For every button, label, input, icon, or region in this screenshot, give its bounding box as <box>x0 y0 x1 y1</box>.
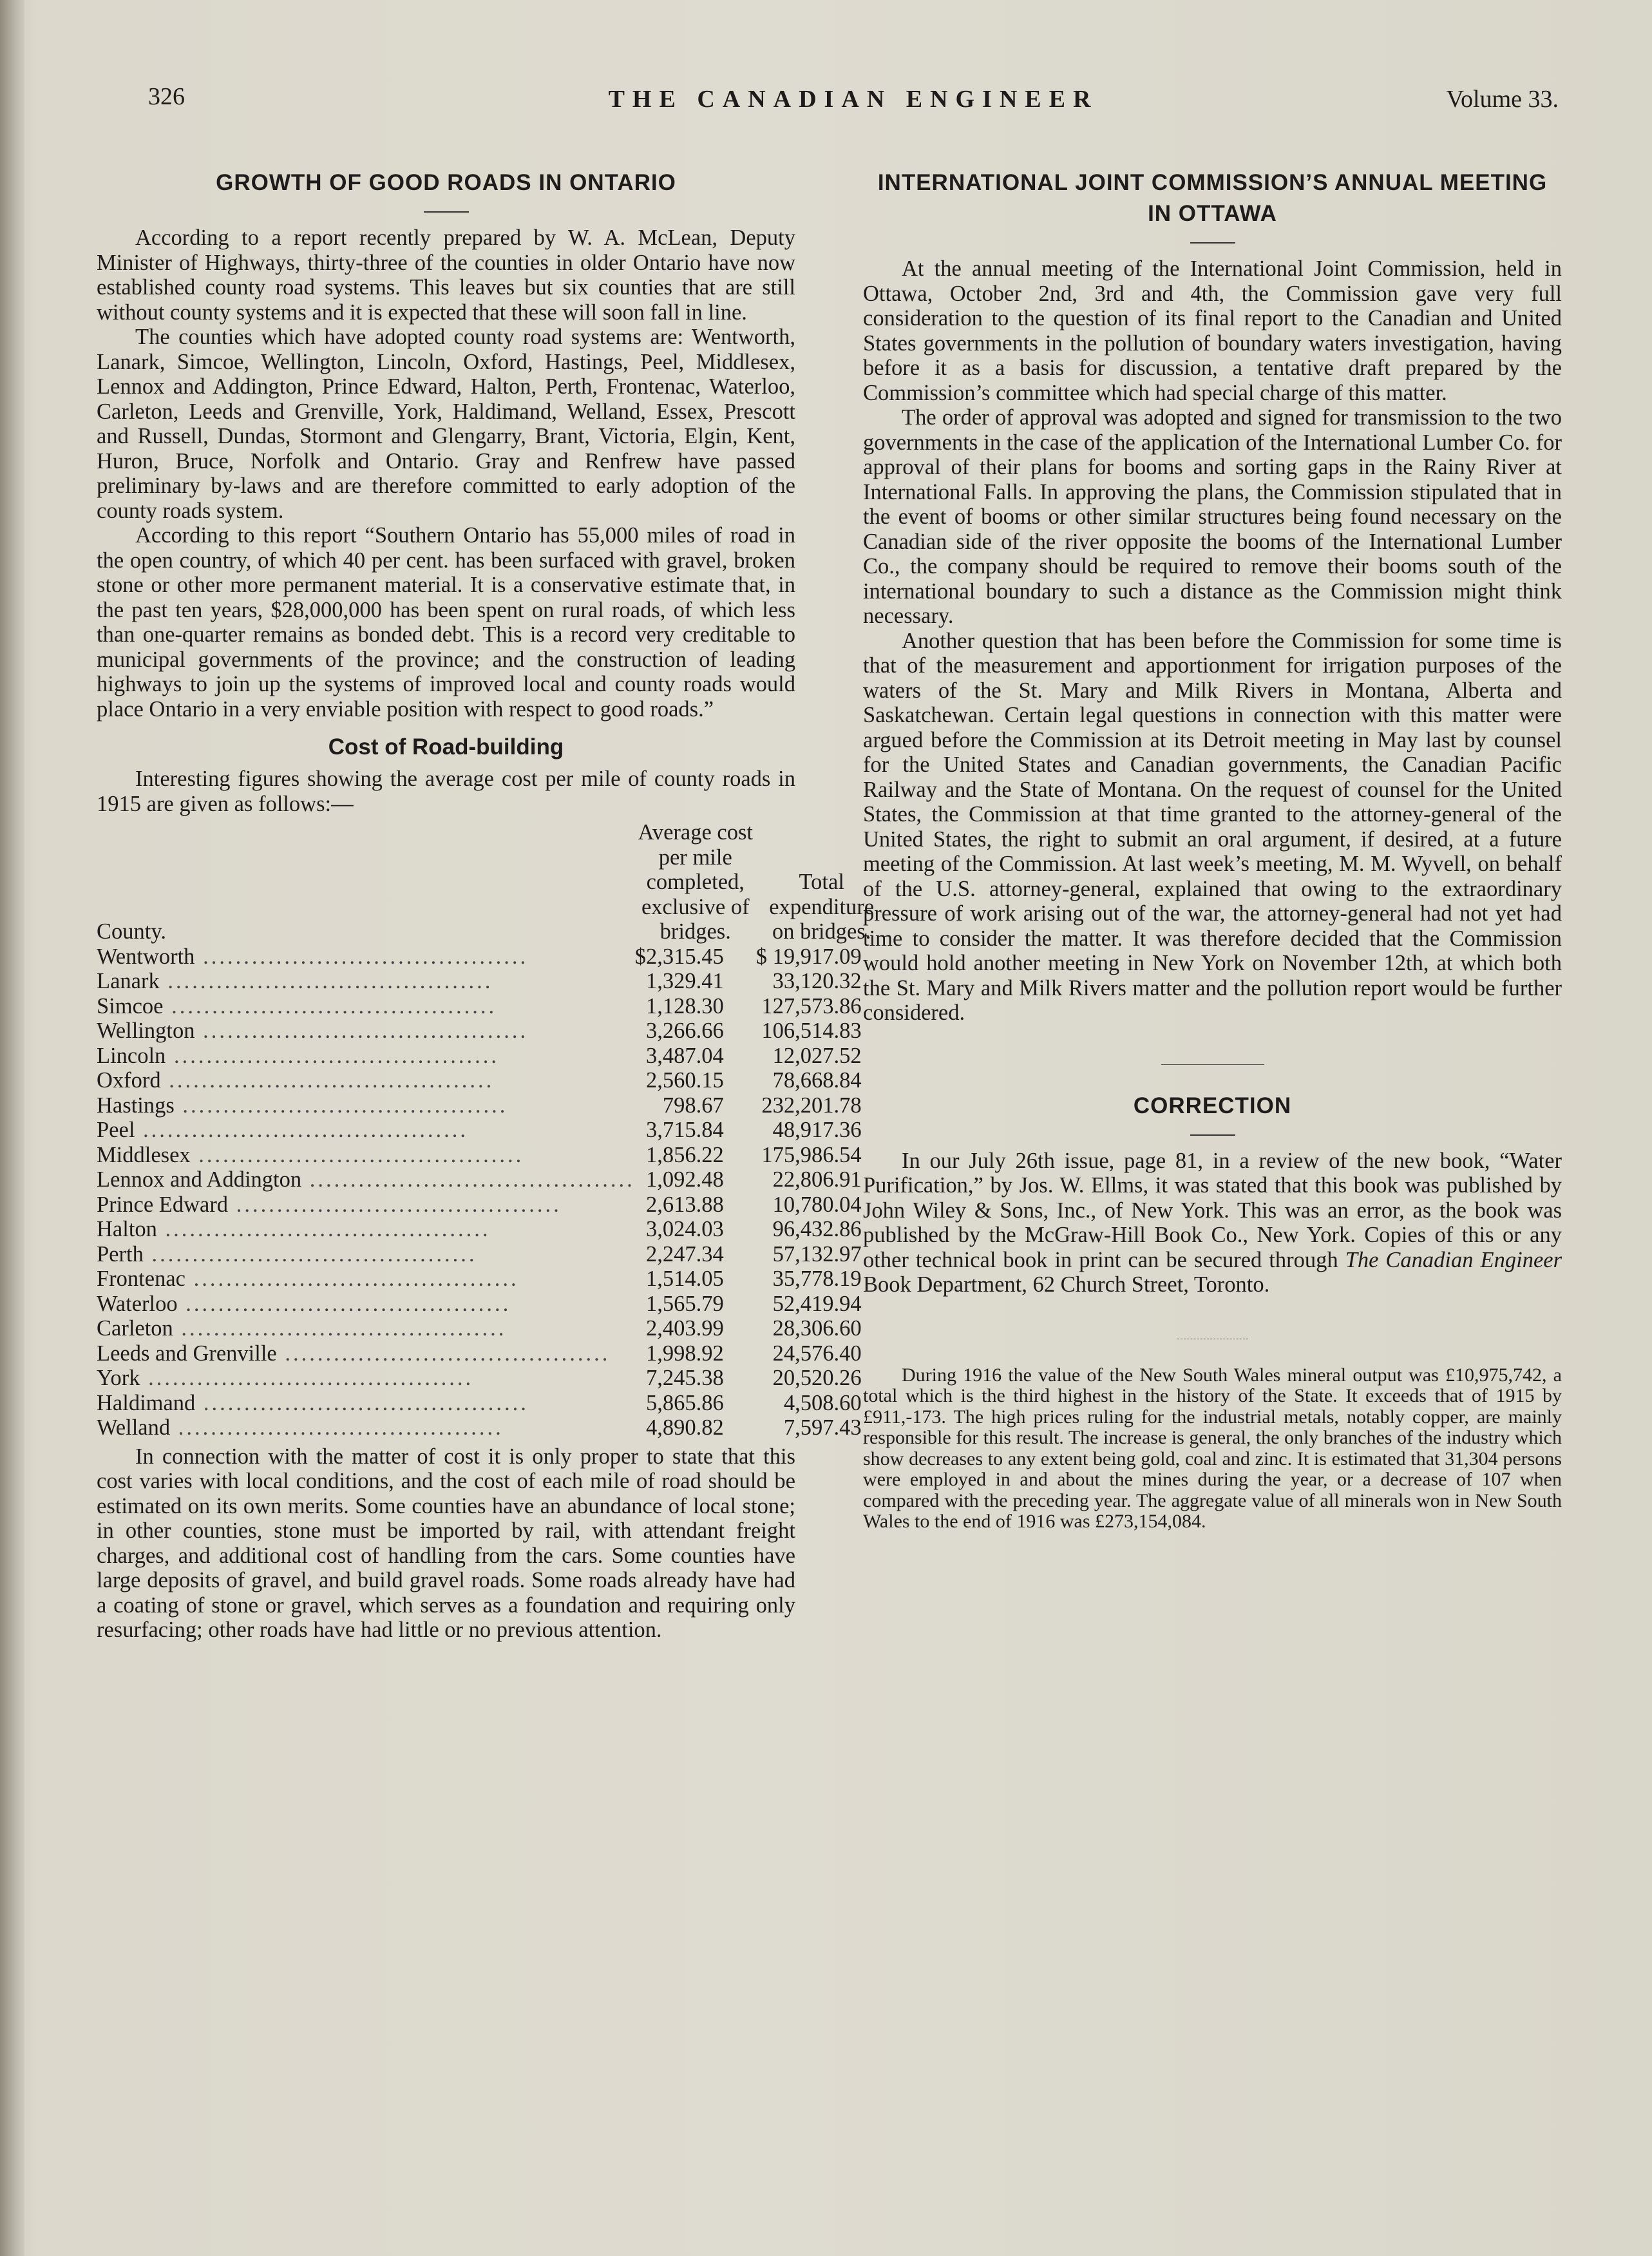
average-cost-cell: 3,487.04 <box>646 1043 724 1068</box>
average-cost-cell: 5,865.86 <box>646 1390 724 1415</box>
average-cost-cell: 2,560.15 <box>646 1068 724 1093</box>
bridge-expenditure-cell: 33,120.32 <box>772 969 862 993</box>
table-row <box>97 1267 888 1292</box>
average-cost-cell: 3,266.66 <box>646 1018 724 1043</box>
page-header <box>148 82 1559 121</box>
bridge-expenditure-cell: 12,027.52 <box>772 1043 862 1068</box>
table-row <box>97 944 888 970</box>
page-number: 326 <box>148 83 185 110</box>
title-rule <box>1190 242 1235 244</box>
table-row <box>97 1415 888 1440</box>
news-brief <box>863 1365 1562 1533</box>
column-header-bridges: Total expenditure on bridges. <box>769 870 875 944</box>
county-label: Welland <box>97 1415 171 1440</box>
table-row <box>97 1143 888 1168</box>
table-row <box>97 1044 888 1069</box>
bridge-expenditure-cell: 10,780.04 <box>772 1192 862 1217</box>
leader-dots: ........................................ <box>170 1415 504 1440</box>
county-name <box>97 1167 635 1192</box>
leader-dots: ........................................ <box>195 1018 529 1043</box>
average-cost-cell: 2,613.88 <box>646 1192 724 1217</box>
leader-dots: ........................................ <box>163 993 497 1018</box>
journal-title: THE CANADIAN ENGINEER <box>608 86 1099 113</box>
county-name <box>97 1267 635 1292</box>
article-title-correction: CORRECTION <box>1133 1093 1292 1118</box>
county-label: Middlesex <box>97 1142 191 1167</box>
county-label: Lincoln <box>97 1043 166 1068</box>
county-label: Oxford <box>97 1068 161 1093</box>
county-name <box>97 1415 635 1440</box>
county-label: Lennox and Addington <box>97 1167 302 1192</box>
county-name <box>97 1143 635 1168</box>
correction-text: In our July 26th issue, page 81, in a review of the new book, “Water Purification,” by Jos. W. Ellms, it was stated that this book was published by John Wiley & Sons, Inc., of New York. This was an error, as the book was published by the McGraw-Hill Book Co., New York. Copies of this or any other technical book in print can be secured through <box>863 1148 1562 1272</box>
leader-dots: ........................................ <box>135 1118 469 1142</box>
bridge-expenditure-cell: 96,432.86 <box>772 1217 862 1241</box>
table-row <box>97 1018 888 1044</box>
paragraph: According to a report recently prepared by W. A. McLean, Deputy Minister of Highways, thirty-three of the counties in older Ontario have now established county road systems. This leaves but six counties that are still without county systems and it is expected that these will soon fall in line. <box>97 225 795 325</box>
mineral-output-paragraph: During 1916 the value of the New South Wales mineral output was £10,975,742, a total which is the third highest in the history of the State. It exceeds that of 1915 by £911,-173. The high prices ruling for the industrial metals, notably copper, are mainly responsible for this result. The increase is general, the only branches of the industry which show decreases to any extent being gold, coal and zinc. It is estimated that 31,304 persons were employed in and about the mines during the year, or a decrease of 107 when compared with the preceding year. The aggregate value of all minerals won in New South Wales to the end of 1916 was £273,154,084. <box>863 1364 1562 1532</box>
county-name <box>97 994 635 1019</box>
county-label: Simcoe <box>97 993 164 1018</box>
leader-dots: ........................................ <box>195 1390 529 1415</box>
table-row <box>97 1118 888 1143</box>
county-name <box>97 1068 635 1093</box>
leader-dots: ........................................ <box>143 1241 477 1267</box>
paragraph: Another question that has been before the Commission for some time is that of the measurement and apportionment for irrigation purposes of the waters of the St. Mary and Milk Rivers in Montana, Alberta and Saskatchewan. Certain legal questions in connection with this matter were argued before the Commission at its Detroit meeting in May last by counsel for the United States and Canadian governments, the Canadian Pacific Railway and the State of Montana. On the request of counsel for the United States, the Commission at that time granted to the attorney-general of the United States, the right to submit an oral argument, if desired, at a future meeting of the Commission. At last week’s meeting, M. M. Wyvell, on behalf of the U.S. attorney-general, explained that owing to the extraordinary pressure of work arising out of the war, the attorney-general had not yet had time to consider the matter. It was therefore decided that the Commission would hold another meeting in New York on November 12th, at which both the St. Mary and Milk Rivers matter and the pollution report would be further considered. <box>863 628 1562 1025</box>
table-row <box>97 1192 888 1218</box>
title-rule <box>1190 1134 1235 1136</box>
table-row <box>97 1093 888 1118</box>
county-name <box>97 1366 635 1391</box>
bridge-expenditure-cell: 24,576.40 <box>772 1341 862 1366</box>
county-label: Waterloo <box>97 1291 178 1316</box>
volume-label: Volume 33. <box>1446 86 1559 113</box>
county-label: Carleton <box>97 1316 173 1341</box>
table-row <box>97 1068 888 1093</box>
average-cost-cell: 2,403.99 <box>646 1316 724 1341</box>
bridge-expenditure-cell: 127,573.86 <box>761 993 862 1018</box>
average-cost-cell: 798.67 <box>662 1093 724 1118</box>
average-cost-cell: 7,245.38 <box>646 1366 724 1390</box>
average-cost-cell: 3,715.84 <box>646 1118 724 1142</box>
paragraph: According to this report “Southern Ontario has 55,000 miles of road in the open country, of which 40 per cent. has been surfaced with gravel, broken stone or other more permanent material. It is a conservative estimate that, in the past ten years, $28,000,000 has been spent on rural roads, of which less than one-quarter remains as bonded debt. This is a record very creditable to municipal governments of the province; and the construction of leading highways to join up the systems of improved local and county roads would place Ontario in a very enviable position with respect to good roads.” <box>97 523 795 722</box>
leader-dots: ........................................ <box>185 1267 519 1291</box>
bridge-expenditure-cell: $ 19,917.09 <box>755 944 862 969</box>
table-row <box>97 969 888 994</box>
bridge-expenditure-cell: 35,778.19 <box>772 1267 862 1291</box>
county-name <box>97 969 635 994</box>
county-name <box>97 1118 635 1143</box>
county-name <box>97 1217 635 1242</box>
average-cost-cell: $2,315.45 <box>634 944 724 969</box>
subheading-cost: Cost of Road-building <box>328 734 564 760</box>
article-title-commission: INTERNATIONAL JOINT COMMISSION’S ANNUAL MEETING IN OTTAWA <box>877 170 1548 226</box>
county-label: York <box>97 1366 140 1390</box>
leader-dots: ........................................ <box>166 1043 499 1068</box>
section-divider <box>1161 1064 1264 1065</box>
leader-dots: ........................................ <box>228 1192 562 1217</box>
bridge-expenditure-cell: 52,419.94 <box>772 1291 862 1316</box>
average-cost-cell: 1,128.30 <box>646 993 724 1018</box>
correction-paragraph <box>863 1149 1562 1297</box>
average-cost-cell: 1,092.48 <box>646 1167 724 1192</box>
column-header-average-cost: Average cost per mile completed, exclusive of bridges. <box>638 820 753 944</box>
leader-dots: ........................................ <box>301 1167 635 1192</box>
county-label: Frontenac <box>97 1267 185 1291</box>
county-name <box>97 1192 635 1218</box>
county-label: Lanark <box>97 969 160 993</box>
table-row <box>97 1217 888 1242</box>
paragraph: The order of approval was adopted and signed for transmission to the two governments in the case of the application of the International Lumber Co. for approval of their plans for booms and sorting gaps in the Rainy River at International Falls. In approving the plans, the Commission stipulated that in the event of booms or other similar structures being found necessary on the Canadian side of the river opposite the booms of the International Lumber Co., the company should be required to remove their booms south of the international boundary to such a distance as the Commission might think necessary. <box>863 405 1562 628</box>
leader-dots: ........................................ <box>177 1291 511 1316</box>
leader-dots: ........................................ <box>159 969 493 993</box>
county-label: Leeds and Grenville <box>97 1341 277 1366</box>
cost-table <box>97 820 888 1440</box>
table-row <box>97 1341 888 1366</box>
left-column <box>97 155 875 1643</box>
table-intro: Interesting figures showing the average cost per mile of county roads in 1915 are given as follows:— <box>97 767 795 816</box>
article-title-roads: GROWTH OF GOOD ROADS IN ONTARIO <box>216 170 676 195</box>
average-cost-cell: 1,856.22 <box>646 1142 724 1167</box>
paragraph-closing: In connection with the matter of cost it is only proper to state that this cost varies with local conditions, and the cost of each mile of road should be estimated on its own merits. Some counties have an abundance of local stone; in other counties, stone must be imported by rail, with attendant freight charges, and additional cost of handling from the cars. Some counties have large deposits of gravel, and build gravel roads. Some roads already have had a coating of stone or gravel, which serves as a foundation and requiring only resurfacing; other roads have had little or no previous attention. <box>97 1444 795 1642</box>
county-label: Wentworth <box>97 944 195 969</box>
table-row <box>97 1292 888 1317</box>
table-row <box>97 1366 888 1391</box>
county-name <box>97 1044 635 1069</box>
page-binding-shadow <box>0 0 24 2256</box>
leader-dots: ........................................ <box>190 1142 524 1167</box>
table-row <box>97 1167 888 1192</box>
county-name <box>97 1391 635 1416</box>
average-cost-cell: 2,247.34 <box>646 1241 724 1267</box>
bridge-expenditure-cell: 106,514.83 <box>761 1018 862 1043</box>
county-label: Perth <box>97 1241 144 1267</box>
bridge-expenditure-cell: 22,806.91 <box>772 1167 862 1192</box>
bridge-expenditure-cell: 20,520.26 <box>772 1366 862 1390</box>
right-column <box>863 155 1562 1533</box>
county-name <box>97 1316 635 1341</box>
county-name <box>97 1242 635 1267</box>
journal-name-italic: The Canadian Engineer <box>1345 1247 1562 1272</box>
county-name <box>97 1018 635 1044</box>
average-cost-cell: 1,514.05 <box>646 1267 724 1291</box>
county-name <box>97 1292 635 1317</box>
average-cost-cell: 1,565.79 <box>646 1291 724 1316</box>
county-label: Haldimand <box>97 1390 196 1415</box>
average-cost-cell: 1,998.92 <box>646 1341 724 1366</box>
bridge-expenditure-cell: 7,597.43 <box>783 1415 862 1440</box>
leader-dots: ........................................ <box>174 1093 508 1118</box>
column-header-county: County. <box>97 919 166 944</box>
table-row <box>97 1391 888 1416</box>
county-name <box>97 1093 635 1118</box>
table-row <box>97 994 888 1019</box>
bridge-expenditure-cell: 4,508.60 <box>783 1390 862 1415</box>
county-name <box>97 944 635 970</box>
county-label: Hastings <box>97 1093 175 1118</box>
leader-dots: ........................................ <box>140 1366 474 1390</box>
average-cost-cell: 3,024.03 <box>646 1217 724 1241</box>
bridge-expenditure-cell: 175,986.54 <box>761 1142 862 1167</box>
leader-dots: ........................................ <box>195 944 529 969</box>
cost-table-body <box>97 944 888 1440</box>
average-cost-cell: 1,329.41 <box>646 969 724 993</box>
title-rule <box>424 211 469 213</box>
table-row <box>97 1316 888 1341</box>
leader-dots: ........................................ <box>173 1316 507 1341</box>
leader-dots: ........................................ <box>276 1341 611 1366</box>
bridge-expenditure-cell: 78,668.84 <box>772 1068 862 1093</box>
county-label: Wellington <box>97 1018 195 1043</box>
leader-dots: ........................................ <box>157 1217 491 1241</box>
county-name <box>97 1341 635 1366</box>
bridge-expenditure-cell: 232,201.78 <box>761 1093 862 1118</box>
paragraph: At the annual meeting of the International Joint Commission, held in Ottawa, October 2nd, 3rd and 4th, the Commission gave very full consideration to the question of its final report to the Canadian and United States governments in the pollution of boundary waters investigation, having before it as a basis for discussion, a tentative draft prepared by the Commission’s committee which had special charge of this matter. <box>863 256 1562 405</box>
bridge-expenditure-cell: 48,917.36 <box>772 1118 862 1142</box>
bridge-expenditure-cell: 28,306.60 <box>772 1316 862 1341</box>
leader-dots: ........................................ <box>160 1068 495 1093</box>
table-row <box>97 1242 888 1267</box>
county-label: Peel <box>97 1118 135 1142</box>
paragraph: The counties which have adopted county road systems are: Wentworth, Lanark, Simcoe, Wellington, Lincoln, Oxford, Hastings, Peel, Middlesex, Lennox and Addington, Prince Edward, Halton, Perth, Frontenac, Waterloo, Carleton, Leeds and Grenville, York, Haldimand, Welland, Essex, Prescott and Russell, Dundas, Stormont and Glengarry, Brant, Victoria, Elgin, Kent, Huron, Bruce, Norfolk and Ontario. Gray and Renfrew have passed preliminary by-laws and are therefore committed to early adoption of the county roads system. <box>97 325 795 523</box>
correction-text-end: Book Department, 62 Church Street, Toronto. <box>863 1272 1270 1297</box>
county-label: Halton <box>97 1217 157 1241</box>
average-cost-cell: 4,890.82 <box>646 1415 724 1440</box>
county-label: Prince Edward <box>97 1192 229 1217</box>
table-header-row <box>97 820 888 944</box>
bridge-expenditure-cell: 57,132.97 <box>772 1241 862 1267</box>
